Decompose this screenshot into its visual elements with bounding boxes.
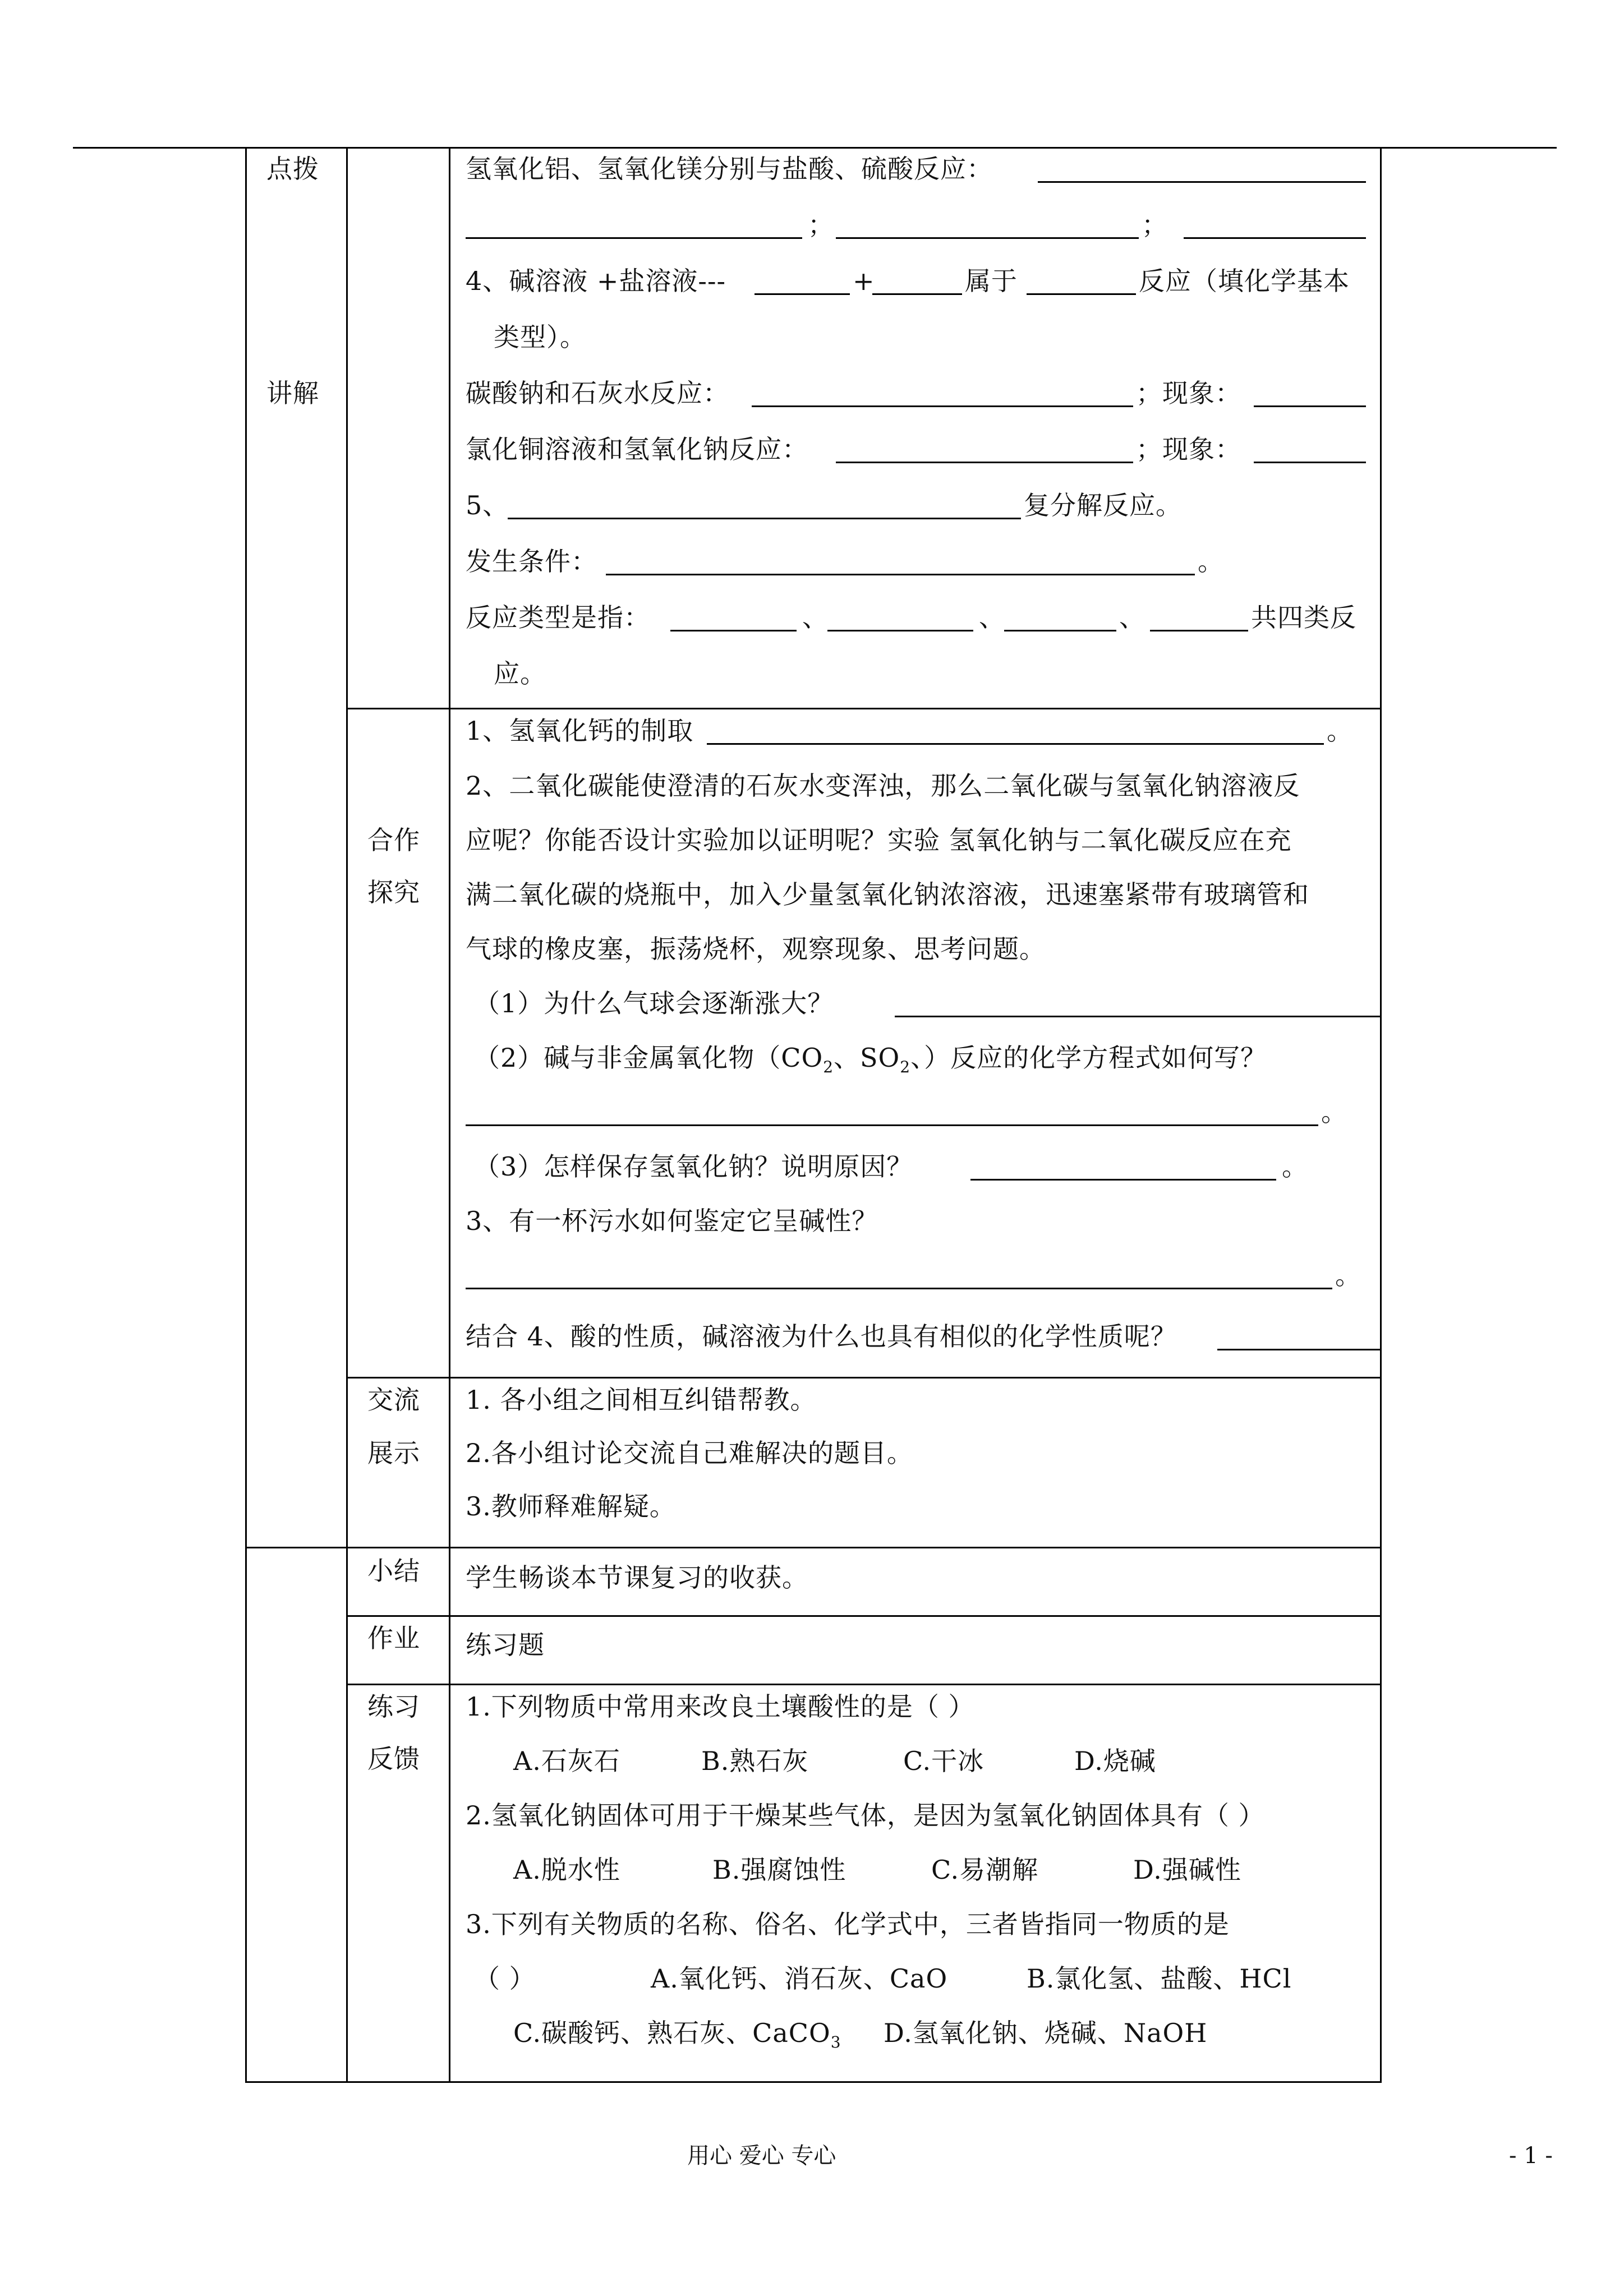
blank[interactable]	[1038, 181, 1366, 183]
blank[interactable]	[1184, 237, 1366, 239]
blank[interactable]	[752, 405, 1133, 407]
header-rule	[73, 147, 1557, 149]
s1-line5a: 碳酸钠和石灰水反应：	[466, 378, 729, 408]
label-jiangjie: 讲解	[266, 378, 319, 408]
exercise-q3: 3.下列有关物质的名称、俗名、化学式中，三者皆指同一物质的是	[466, 1909, 1230, 1939]
s1-sep: ；	[808, 210, 834, 240]
s2-line11b: 。	[1335, 1260, 1361, 1290]
homework-text: 练习题	[466, 1630, 545, 1660]
exercise-q3-option-a: A.氧化钙、消石灰、CaO	[651, 1963, 948, 1994]
exercise-q2-option-a: A.脱水性	[513, 1855, 620, 1885]
s1-line6a: 氯化铜溶液和氢氧化钠反应：	[466, 434, 808, 464]
label-xiaojie: 小结	[367, 1556, 420, 1586]
label-zhanshi: 展示	[367, 1438, 420, 1468]
s1-line3a: 4、碱溶液 +盐溶液---	[466, 266, 726, 296]
page-number: - 1 -	[1509, 2143, 1553, 2169]
s1-line10: 应。	[494, 658, 546, 689]
label-tanjiu: 探究	[367, 877, 420, 907]
exercise-q3-option-c: C.碳酸钙、熟石灰、CaCO$_3$	[513, 2018, 841, 2052]
row-divider-3	[245, 1547, 1382, 1548]
blank[interactable]	[670, 630, 797, 631]
s3-line1: 1. 各小组之间相互纠错帮教。	[466, 1385, 817, 1415]
s1-line3b: +	[853, 266, 875, 296]
s1-line7a: 5、	[466, 490, 509, 520]
table-border-bottom	[245, 2081, 1382, 2083]
blank[interactable]	[1254, 405, 1366, 407]
exercise-q2-option-b: B.强腐蚀性	[712, 1855, 846, 1885]
blank[interactable]	[466, 237, 802, 239]
s3-line3: 3.教师释难解疑。	[466, 1491, 676, 1522]
exercise-q3-option-b: B.氯化氢、盐酸、HCl	[1027, 1963, 1292, 1994]
s1-sep: 、	[1119, 602, 1145, 633]
blank[interactable]	[466, 1288, 1332, 1289]
blank[interactable]	[872, 293, 962, 295]
s1-line4: 类型）。	[494, 322, 586, 352]
table-border-right	[1380, 147, 1382, 2083]
label-fankui: 反馈	[367, 1744, 420, 1774]
s1-line8b: 。	[1198, 546, 1224, 577]
s2-line2: 2、二氧化碳能使澄清的石灰水变浑浊，那么二氧化碳与氢氧化钠溶液反	[466, 771, 1300, 801]
s1-line3d: 反应（填化学基本	[1139, 266, 1350, 296]
blank[interactable]	[895, 1016, 1380, 1017]
exercise-q3-paren: （ ）	[474, 1963, 536, 1994]
blank[interactable]	[707, 743, 1324, 745]
s2-line6: （1）为什么气球会逐渐涨大？	[474, 988, 834, 1018]
row-divider-2	[346, 1377, 1382, 1378]
row-divider-1	[346, 708, 1382, 709]
s1-line6b: ；现象：	[1136, 434, 1241, 464]
table-col-divider-1	[346, 147, 348, 2083]
exercise-q3-option-d: D.氢氧化钠、烧碱、NaOH	[884, 2018, 1208, 2048]
exercise-q1-option-b: B.熟石灰	[701, 1746, 809, 1776]
blank[interactable]	[836, 237, 1139, 239]
blank[interactable]	[836, 462, 1133, 463]
s1-line9a: 反应类型是指：	[466, 602, 650, 633]
blank[interactable]	[827, 630, 973, 631]
blank[interactable]	[1004, 630, 1116, 631]
s1-sep: 、	[979, 602, 1005, 633]
s3-line2: 2.各小组讨论交流自己难解决的题目。	[466, 1438, 913, 1468]
blank[interactable]	[508, 518, 1021, 519]
s2-line10: 3、有一杯污水如何鉴定它呈碱性？	[466, 1206, 878, 1236]
row-divider-4	[346, 1615, 1382, 1617]
s1-line8a: 发生条件：	[466, 546, 597, 577]
row-divider-5	[346, 1684, 1382, 1685]
table-col-divider-2	[449, 147, 450, 2083]
s2-line12: 结合 4、酸的性质，碱溶液为什么也具有相似的化学性质呢？	[466, 1321, 1177, 1352]
exercise-q1-option-c: C.干冰	[903, 1746, 984, 1776]
blank[interactable]	[1217, 1349, 1380, 1350]
s1-sep: 、	[802, 602, 829, 633]
s2-line3: 应呢？你能否设计实验加以证明呢？实验 氢氧化钠与二氧化碳反应在充	[466, 825, 1292, 855]
blank[interactable]	[606, 574, 1195, 575]
label-dianbo: 点拨	[266, 154, 319, 184]
s2-line9b: 。	[1282, 1151, 1308, 1182]
s1-line5b: ；现象：	[1136, 378, 1241, 408]
footer-motto: 用心 爱心 专心	[687, 2143, 836, 2169]
exercise-q2: 2.氢氧化钠固体可用于干燥某些气体，是因为氢氧化钠固体具有（ ）	[466, 1800, 1265, 1831]
exercise-q1-option-a: A.石灰石	[513, 1746, 620, 1776]
label-zuoye: 作业	[367, 1623, 420, 1653]
s1-line9b: 共四类反	[1251, 602, 1356, 633]
s2-line1b: 。	[1327, 716, 1353, 746]
s2-line4: 满二氧化碳的烧瓶中，加入少量氢氧化钠浓溶液，迅速塞紧带有玻璃管和	[466, 879, 1309, 910]
s2-line9a: （3）怎样保存氢氧化钠？说明原因？	[474, 1151, 913, 1182]
blank[interactable]	[755, 293, 850, 295]
s2-line5: 气球的橡皮塞，振荡烧杯，观察现象、思考问题。	[466, 934, 1046, 964]
table-border-left	[245, 147, 247, 2083]
blank[interactable]	[1027, 293, 1136, 295]
s1-sep: ；	[1142, 210, 1168, 240]
s1-line1: 氢氧化铝、氢氧化镁分别与盐酸、硫酸反应：	[466, 154, 993, 184]
s2-line1a: 1、氢氧化钙的制取	[466, 716, 694, 746]
label-jiaoliu: 交流	[367, 1385, 420, 1415]
blank[interactable]	[1150, 630, 1248, 631]
s1-line3c: 属于	[965, 266, 1018, 296]
summary-text: 学生畅谈本节课复习的收获。	[466, 1562, 808, 1593]
exercise-q2-option-c: C.易潮解	[931, 1855, 1039, 1885]
blank[interactable]	[466, 1124, 1318, 1126]
blank[interactable]	[970, 1179, 1276, 1181]
s2-line7: （2）碱与非金属氧化物（$CO_2$、$SO_2$、）反应的化学方程式如何写？	[474, 1043, 1267, 1077]
exercise-q2-option-d: D.强碱性	[1133, 1855, 1241, 1885]
s1-line7b: 复分解反应。	[1024, 490, 1182, 520]
label-hezuo: 合作	[367, 825, 420, 855]
s2-line8b: 。	[1321, 1097, 1347, 1127]
blank[interactable]	[1254, 462, 1366, 463]
label-lianxi: 练习	[367, 1691, 420, 1722]
exercise-q1-option-d: D.烧碱	[1074, 1746, 1156, 1776]
exercise-q1: 1.下列物质中常用来改良土壤酸性的是（ ）	[466, 1691, 975, 1722]
